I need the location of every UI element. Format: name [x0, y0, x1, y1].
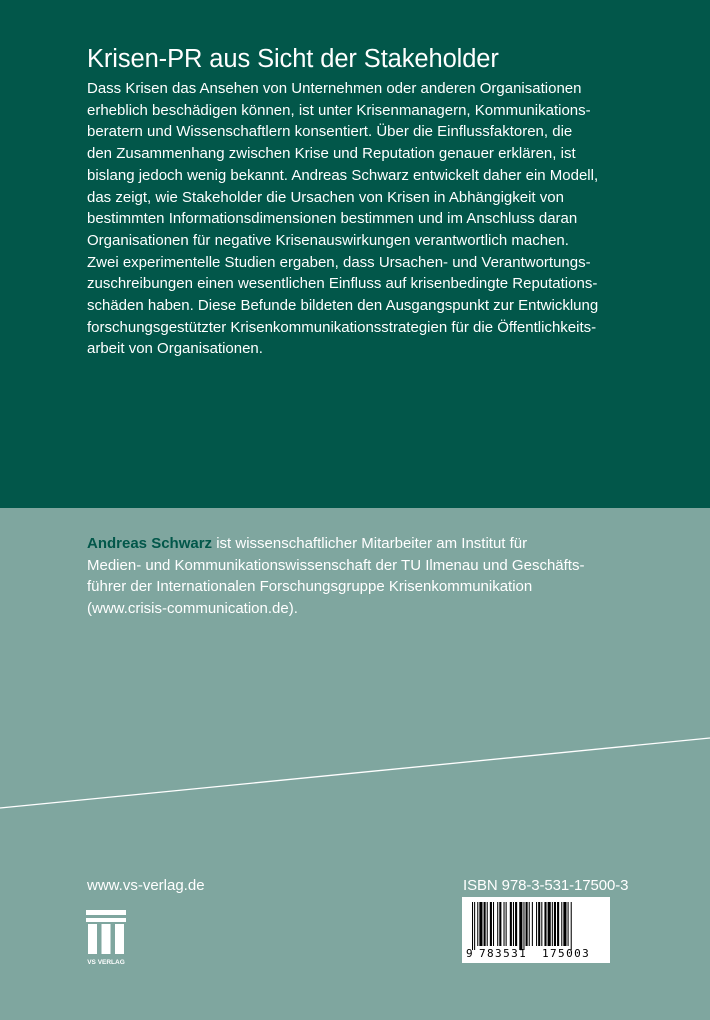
barcode-bar — [538, 902, 540, 946]
blurb-line: bislang jedoch wenig bekannt. Andreas Schwarz entwickelt daher ein Modell, — [87, 166, 599, 184]
author-bio-line: führer der Internationalen Forschungsgruppe Krisenkommunikation — [87, 578, 533, 596]
barcode-bar — [541, 902, 542, 946]
barcode-bar — [479, 902, 482, 946]
barcode-bar — [536, 902, 537, 946]
author-name: Andreas Schwarz — [87, 535, 213, 552]
barcode-bar — [554, 902, 556, 946]
logo-text: VS VERLAG — [87, 959, 125, 966]
author-bio-line: Medien- und Kommunikationswissenschaft der TU Ilmenau und Geschäfts- — [87, 556, 585, 574]
blurb-line: schäden haben. Diese Befunde bildeten den Ausgangspunkt zur Entwicklung — [87, 297, 599, 315]
vs-verlag-logo-icon — [86, 910, 126, 966]
barcode-bar — [557, 902, 559, 946]
barcode-bar — [568, 902, 569, 946]
book-blurb — [87, 78, 677, 360]
barcode-bar — [497, 902, 498, 946]
barcode-bar — [526, 902, 528, 946]
barcode-bar — [515, 902, 517, 946]
author-bio-line: (www.crisis-communication.de). — [87, 600, 298, 618]
barcode-bar — [474, 902, 475, 950]
blurb-line: bestimmten Informationsdimensionen bestimmen und im Anschluss daran — [87, 210, 578, 228]
barcode-bar — [519, 902, 522, 950]
barcode-digit-first: 9 — [466, 947, 473, 960]
barcode-bar — [493, 902, 494, 946]
barcode-bar — [523, 902, 524, 950]
barcode-digit-group: 175003 — [542, 947, 591, 960]
author-bio-text: ist wissenschaftlicher Mitarbeiter am Institut für — [212, 535, 528, 552]
barcode-bar — [561, 902, 562, 946]
barcode-bar — [513, 902, 514, 946]
blurb-line: das zeigt, wie Stakeholder die Ursachen von Krisen in Abhängigkeit von — [87, 188, 564, 206]
barcode-bar — [487, 902, 488, 946]
blurb-line: Organisationen für negative Krisenauswirkungen verantwortlich machen. — [87, 231, 569, 249]
barcode-bar — [510, 902, 512, 946]
blurb-line: forschungsgestützter Krisenkommunikationsstrategien für die Öffentlichkeits- — [87, 318, 597, 336]
blurb-line: zuschreibungen einen wesentlichen Einfluss auf krisenbedingte Reputations- — [87, 275, 598, 293]
blurb-line: Zwei experimentelle Studien ergaben, dass Ursachen- und Verantwortungs- — [87, 253, 591, 271]
blurb-line: Dass Krisen das Ansehen von Unternehmen oder anderen Organisationen — [87, 80, 582, 97]
blurb-line: den Zusammenhang zwischen Krise und Reputation genauer erklären, ist — [87, 145, 576, 163]
back-cover-bottom-panel — [0, 508, 710, 1020]
book-title: Krisen-PR aus Sicht der Stakeholder — [87, 45, 499, 73]
barcode-bar — [484, 902, 486, 946]
barcode-bar — [506, 902, 507, 946]
publisher-url[interactable]: www.vs-verlag.de — [87, 877, 205, 894]
barcode-bar — [571, 902, 572, 950]
barcode-bar — [532, 902, 533, 946]
isbn: ISBN 978-3-531-17500-3 — [463, 877, 629, 894]
blurb-line: erheblich beschädigen können, ist unter Krisenmanagern, Kommunikations- — [87, 101, 591, 119]
blurb-line: beratern und Wissenschaftlern konsentiert. Über die Einflussfaktoren, die — [87, 123, 573, 141]
barcode-bar — [472, 902, 473, 950]
barcode-bar — [490, 902, 492, 946]
barcode-digit-group: 783531 — [479, 947, 528, 960]
barcode-bar — [548, 902, 551, 946]
back-cover-top-panel — [0, 0, 710, 508]
blurb-line: arbeit von Organisationen. — [87, 340, 263, 358]
barcode-bar — [563, 902, 566, 946]
barcode-bar — [499, 902, 501, 946]
barcode-bar — [544, 902, 546, 946]
barcode-bar — [529, 902, 530, 946]
barcode — [462, 897, 610, 963]
barcode-bar — [552, 902, 553, 946]
barcode-bar — [477, 902, 478, 946]
barcode-bar — [504, 902, 505, 946]
